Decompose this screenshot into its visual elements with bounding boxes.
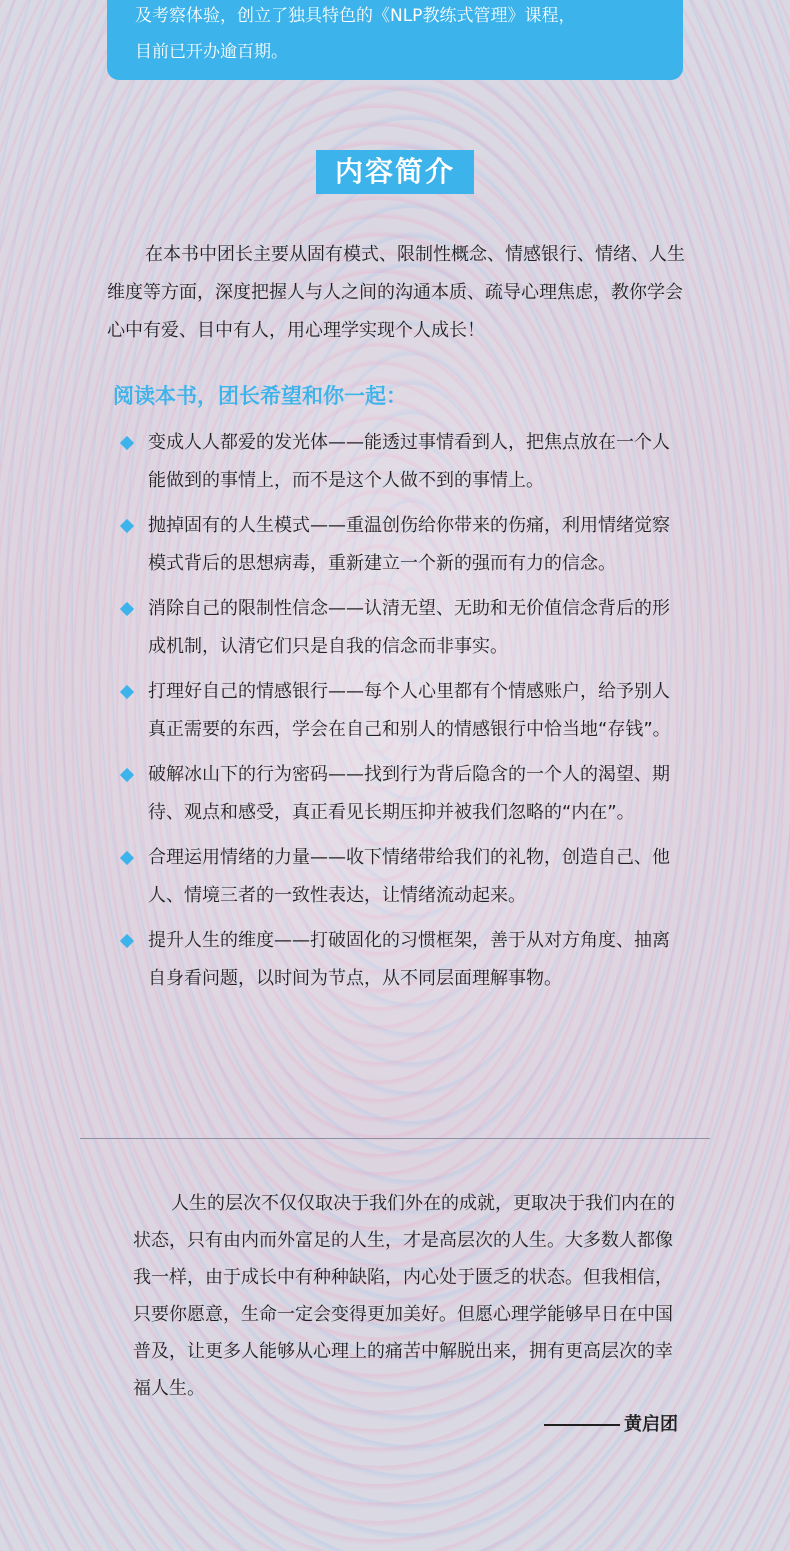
intro-line-1: 及考察体验，创立了独具特色的《NLP教练式管理》课程， — [135, 6, 576, 26]
list-item — [118, 673, 678, 749]
diamond-bullet-icon — [120, 519, 134, 533]
list-item — [118, 590, 678, 666]
benefit-list — [118, 424, 678, 1005]
diamond-bullet-icon — [120, 685, 134, 699]
author-name: 黄启团 — [624, 1414, 678, 1435]
list-item-text: 抛掉固有的人生模式——重温创伤给你带来的伤痛，利用情绪觉察模式背后的思想病毒，重新建立一个新的强而有力的信念。 — [148, 515, 670, 574]
list-item-text: 变成人人都爱的发光体——能透过事情看到人，把焦点放在一个人能做到的事情上，而不是这个人做不到的事情上。 — [148, 432, 670, 491]
diamond-bullet-icon — [120, 768, 134, 782]
diamond-bullet-icon — [120, 851, 134, 865]
list-item-text: 提升人生的维度——打破固化的习惯框架，善于从对方角度、抽离自身看问题，以时间为节点，从不同层面理解事物。 — [148, 930, 670, 989]
list-item-text: 合理运用情绪的力量——收下情绪带给我们的礼物，创造自己、他人、情境三者的一致性表达，让情绪流动起来。 — [148, 847, 670, 906]
diamond-bullet-icon — [120, 934, 134, 948]
section-divider — [80, 1138, 710, 1139]
diamond-bullet-icon — [120, 436, 134, 450]
diamond-bullet-icon — [120, 602, 134, 616]
signature-dash — [544, 1424, 620, 1426]
author-intro-box — [107, 0, 683, 80]
author-signature — [544, 1410, 678, 1440]
list-item — [118, 507, 678, 583]
list-item — [118, 839, 678, 915]
intro-line-2: 目前已开办逾百期。 — [135, 42, 288, 62]
list-item — [118, 424, 678, 500]
content-summary: 在本书中团长主要从固有模式、限制性概念、情感银行、情绪、人生维度等方面，深度把握人与人之间的沟通本质、疏导心理焦虑，教你学会心中有爱、目中有人，用心理学实现个人成长！ — [107, 244, 685, 341]
read-heading: 阅读本书，团长希望和你一起： — [113, 384, 407, 408]
list-item-text: 打理好自己的情感银行——每个人心里都有个情感账户，给予别人真正需要的东西，学会在自己和别人的情感银行中恰当地“存钱”。 — [148, 681, 671, 740]
list-item-text: 破解冰山下的行为密码——找到行为背后隐含的一个人的渴望、期待、观点和感受，真正看见长期压抑并被我们忽略的“内在”。 — [148, 764, 670, 823]
list-item — [118, 922, 678, 998]
section-title: 内容简介 — [316, 150, 474, 194]
list-item — [118, 756, 678, 832]
author-quote: 人生的层次不仅仅取决于我们外在的成就，更取决于我们内在的状态，只有由内而外富足的人生，才是高层次的人生。大多数人都像我一样，由于成长中有种种缺陷，内心处于匮乏的状态。但我相信，只要你愿意，生命一定会变得更加美好。但愿心理学能够早日在中国普及，让更多人能够从心理上的痛苦中解脱出来，拥有更高层次的幸福人生。 — [133, 1193, 675, 1399]
list-item-text: 消除自己的限制性信念——认清无望、无助和无价值信念背后的形成机制，认清它们只是自我的信念而非事实。 — [148, 598, 670, 657]
